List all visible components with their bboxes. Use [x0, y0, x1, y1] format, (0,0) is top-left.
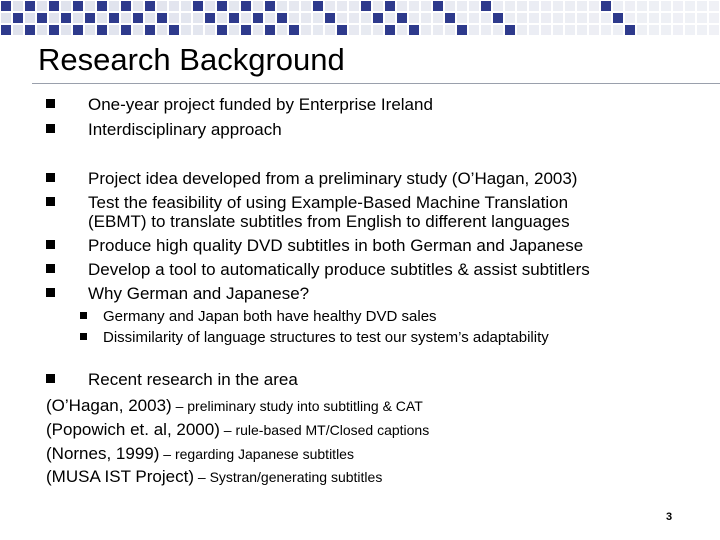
grid-cell — [361, 1, 371, 11]
grid-cell — [481, 25, 491, 35]
bullet-text: One-year project funded by Enterprise Ireland — [88, 95, 433, 114]
grid-cell — [313, 25, 323, 35]
grid-cell — [697, 13, 707, 23]
grid-cell — [193, 13, 203, 23]
grid-cell — [409, 13, 419, 23]
grid-cell — [13, 1, 23, 11]
grid-cell — [157, 25, 167, 35]
grid-cell — [241, 25, 251, 35]
grid-cell — [553, 13, 563, 23]
grid-cell — [649, 1, 659, 11]
grid-cell — [121, 13, 131, 23]
bullet-text: Produce high quality DVD subtitles in both German and Japanese — [88, 236, 584, 255]
grid-cell — [253, 25, 263, 35]
bullet-text: Why German and Japanese? — [88, 284, 310, 303]
grid-cell — [601, 25, 611, 35]
square-bullet-icon — [46, 374, 55, 383]
square-bullet-icon — [46, 99, 55, 108]
grid-cell — [517, 13, 527, 23]
grid-cell — [397, 25, 407, 35]
grid-cell — [469, 13, 479, 23]
grid-cell — [277, 13, 287, 23]
grid-cell — [421, 13, 431, 23]
reference-line — [46, 420, 429, 440]
grid-cell — [397, 13, 407, 23]
grid-cell — [265, 1, 275, 11]
grid-cell — [373, 13, 383, 23]
grid-cell — [97, 25, 107, 35]
grid-cell — [205, 25, 215, 35]
reference-note: – regarding Japanese subtitles — [159, 446, 354, 462]
sub-bullet-text: Germany and Japan both have healthy DVD sales — [103, 308, 437, 325]
grid-cell — [697, 25, 707, 35]
grid-cell — [373, 1, 383, 11]
grid-cell — [373, 25, 383, 35]
grid-cell — [697, 1, 707, 11]
grid-cell — [349, 13, 359, 23]
grid-cell — [61, 25, 71, 35]
grid-cell — [625, 1, 635, 11]
grid-cell — [577, 13, 587, 23]
grid-cell — [433, 1, 443, 11]
grid-cell — [481, 13, 491, 23]
grid-cell — [349, 25, 359, 35]
grid-cell — [505, 13, 515, 23]
grid-cell — [145, 25, 155, 35]
grid-cell — [289, 25, 299, 35]
grid-cell — [577, 1, 587, 11]
grid-cell — [193, 25, 203, 35]
grid-cell — [505, 25, 515, 35]
grid-cell — [469, 1, 479, 11]
grid-cell — [157, 1, 167, 11]
grid-cell — [529, 25, 539, 35]
grid-cell — [433, 25, 443, 35]
page-number: 3 — [666, 511, 673, 523]
grid-cell — [457, 13, 467, 23]
reference-note: – rule-based MT/Closed captions — [219, 422, 430, 438]
grid-cell — [565, 13, 575, 23]
grid-cell — [37, 1, 47, 11]
grid-cell — [133, 13, 143, 23]
grid-cell — [685, 1, 695, 11]
bullet-text: Develop a tool to automatically produce subtitles & assist subtitlers — [88, 260, 590, 279]
grid-cell — [625, 25, 635, 35]
grid-cell — [289, 1, 299, 11]
grid-cell — [517, 25, 527, 35]
grid-cell — [673, 25, 683, 35]
grid-cell — [661, 13, 671, 23]
grid-cell — [313, 1, 323, 11]
bullet-text: Interdisciplinary approach — [88, 120, 282, 139]
grid-cell — [217, 25, 227, 35]
grid-cell — [37, 25, 47, 35]
grid-cell — [529, 13, 539, 23]
grid-cell — [109, 25, 119, 35]
grid-cell — [85, 1, 95, 11]
slide-title: Research Background — [38, 42, 345, 77]
grid-cell — [337, 13, 347, 23]
grid-cell — [601, 13, 611, 23]
grid-cell — [25, 13, 35, 23]
grid-cell — [85, 25, 95, 35]
grid-cell — [349, 1, 359, 11]
grid-cell — [637, 25, 647, 35]
grid-cell — [397, 1, 407, 11]
grid-cell — [613, 25, 623, 35]
grid-cell — [421, 1, 431, 11]
grid-cell — [61, 13, 71, 23]
square-bullet-icon — [46, 288, 55, 297]
reference-line — [46, 444, 354, 464]
grid-cell — [589, 25, 599, 35]
grid-cell — [289, 13, 299, 23]
grid-cell — [73, 25, 83, 35]
grid-cell — [217, 13, 227, 23]
bullet-text: (EBMT) to translate subtitles from English to different languages — [88, 212, 570, 231]
grid-cell — [709, 13, 719, 23]
grid-cell — [229, 1, 239, 11]
grid-cell — [169, 13, 179, 23]
grid-cell — [493, 25, 503, 35]
square-bullet-icon — [46, 240, 55, 249]
square-bullet-icon — [80, 333, 87, 340]
grid-cell — [613, 1, 623, 11]
grid-cell — [109, 13, 119, 23]
header-grid-decoration — [0, 0, 720, 36]
grid-cell — [433, 13, 443, 23]
reference-note: – preliminary study into subtitling & CAT — [171, 398, 423, 414]
grid-cell — [85, 13, 95, 23]
square-bullet-icon — [80, 312, 87, 319]
grid-cell — [157, 13, 167, 23]
grid-cell — [181, 13, 191, 23]
grid-cell — [505, 1, 515, 11]
grid-cell — [385, 13, 395, 23]
grid-cell — [493, 1, 503, 11]
grid-cell — [1, 25, 11, 35]
grid-cell — [133, 1, 143, 11]
grid-cell — [1, 1, 11, 11]
grid-cell — [49, 1, 59, 11]
grid-cell — [253, 1, 263, 11]
grid-cell — [325, 1, 335, 11]
grid-cell — [565, 1, 575, 11]
grid-cell — [673, 1, 683, 11]
grid-cell — [361, 13, 371, 23]
grid-cell — [589, 13, 599, 23]
grid-cell — [481, 1, 491, 11]
reference-note: – Systran/generating subtitles — [194, 469, 383, 485]
grid-cell — [193, 1, 203, 11]
grid-cell — [553, 25, 563, 35]
grid-cell — [49, 25, 59, 35]
grid-cell — [337, 1, 347, 11]
grid-cell — [97, 13, 107, 23]
reference-citation: (MUSA IST Project) — [46, 467, 194, 486]
grid-cell — [517, 1, 527, 11]
grid-cell — [25, 25, 35, 35]
grid-cell — [685, 25, 695, 35]
grid-cell — [121, 25, 131, 35]
grid-cell — [493, 13, 503, 23]
bullet-text: Recent research in the area — [88, 370, 298, 389]
grid-cell — [169, 25, 179, 35]
square-bullet-icon — [46, 124, 55, 133]
grid-cell — [337, 25, 347, 35]
grid-cell — [685, 13, 695, 23]
grid-cell — [553, 1, 563, 11]
reference-citation: (O’Hagan, 2003) — [46, 396, 172, 415]
grid-cell — [541, 13, 551, 23]
grid-cell — [457, 1, 467, 11]
grid-cell — [301, 13, 311, 23]
grid-cell — [229, 25, 239, 35]
grid-cell — [589, 1, 599, 11]
grid-cell — [409, 1, 419, 11]
grid-cell — [661, 1, 671, 11]
grid-cell — [541, 1, 551, 11]
grid-cell — [121, 1, 131, 11]
square-bullet-icon — [46, 264, 55, 273]
grid-cell — [241, 13, 251, 23]
grid-cell — [13, 25, 23, 35]
grid-cell — [73, 13, 83, 23]
grid-cell — [229, 13, 239, 23]
grid-cell — [445, 1, 455, 11]
grid-cell — [601, 1, 611, 11]
grid-cell — [469, 25, 479, 35]
grid-cell — [661, 25, 671, 35]
grid-cell — [205, 13, 215, 23]
grid-cell — [181, 25, 191, 35]
grid-cell — [169, 1, 179, 11]
grid-cell — [409, 25, 419, 35]
square-bullet-icon — [46, 173, 55, 182]
grid-cell — [325, 13, 335, 23]
grid-cell — [265, 25, 275, 35]
grid-cell — [637, 13, 647, 23]
grid-cell — [97, 1, 107, 11]
grid-cell — [301, 25, 311, 35]
reference-line — [46, 467, 382, 487]
reference-citation: (Popowich et. al, 2000) — [46, 420, 220, 439]
square-bullet-icon — [46, 197, 55, 206]
grid-cell — [457, 25, 467, 35]
grid-cell — [25, 1, 35, 11]
grid-cell — [1, 13, 11, 23]
grid-cell — [361, 25, 371, 35]
grid-cell — [637, 1, 647, 11]
grid-cell — [253, 13, 263, 23]
grid-cell — [577, 25, 587, 35]
grid-cell — [565, 25, 575, 35]
grid-cell — [385, 25, 395, 35]
grid-cell — [625, 13, 635, 23]
grid-cell — [145, 13, 155, 23]
grid-cell — [325, 25, 335, 35]
sub-bullet-text: Dissimilarity of language structures to test our system’s adaptability — [103, 329, 549, 346]
grid-cell — [277, 1, 287, 11]
grid-cell — [673, 13, 683, 23]
grid-cell — [385, 1, 395, 11]
grid-cell — [265, 13, 275, 23]
grid-cell — [709, 1, 719, 11]
grid-cell — [541, 25, 551, 35]
reference-line — [46, 396, 423, 416]
grid-cell — [109, 1, 119, 11]
grid-cell — [613, 13, 623, 23]
grid-cell — [49, 13, 59, 23]
title-underline — [32, 83, 720, 84]
grid-cell — [37, 13, 47, 23]
grid-cell — [73, 1, 83, 11]
grid-cell — [301, 1, 311, 11]
bullet-text: Project idea developed from a preliminary study (O’Hagan, 2003) — [88, 169, 578, 188]
bullet-text: Test the feasibility of using Example-Based Machine Translation — [88, 193, 569, 212]
grid-cell — [277, 25, 287, 35]
grid-cell — [313, 13, 323, 23]
grid-cell — [217, 1, 227, 11]
grid-cell — [421, 25, 431, 35]
grid-cell — [445, 25, 455, 35]
grid-cell — [145, 1, 155, 11]
grid-cell — [445, 13, 455, 23]
grid-cell — [181, 1, 191, 11]
grid-cell — [13, 13, 23, 23]
grid-cell — [133, 25, 143, 35]
reference-citation: (Nornes, 1999) — [46, 444, 160, 463]
grid-cell — [61, 1, 71, 11]
grid-cell — [649, 13, 659, 23]
grid-cell — [529, 1, 539, 11]
grid-cell — [649, 25, 659, 35]
grid-cell — [241, 1, 251, 11]
grid-cell — [205, 1, 215, 11]
grid-cell — [709, 25, 719, 35]
